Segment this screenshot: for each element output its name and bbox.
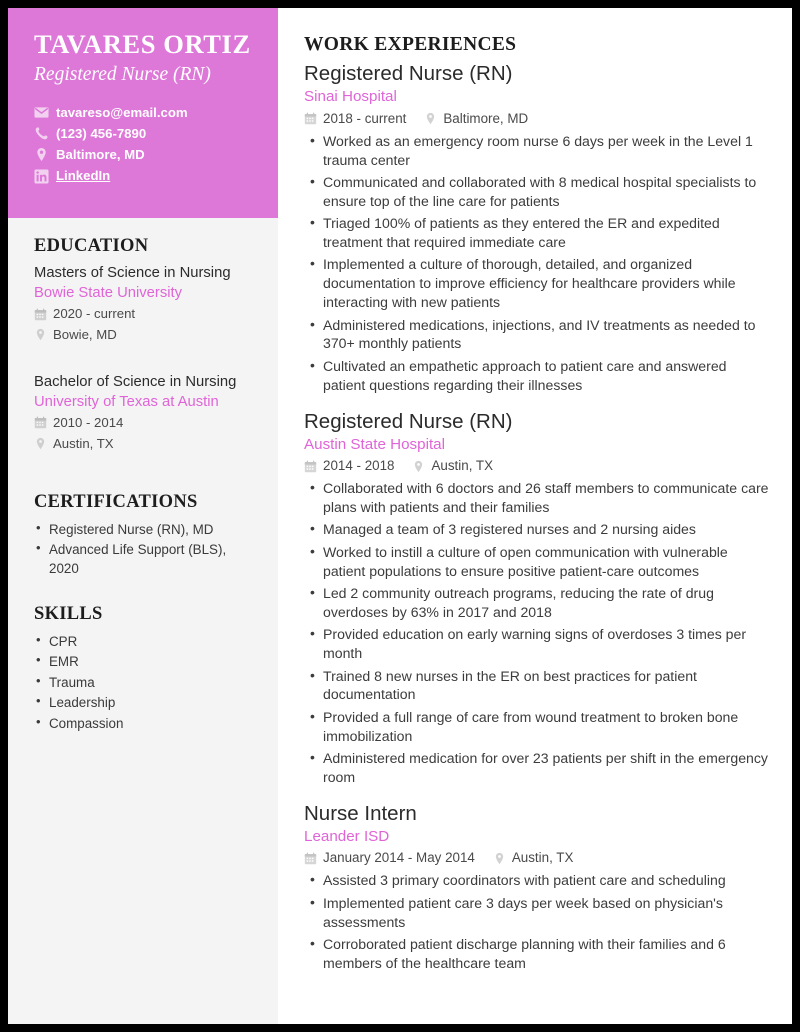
job-bullets	[304, 132, 770, 395]
education-school: University of Texas at Austin	[34, 393, 219, 410]
education-school: Bowie State University	[34, 284, 183, 301]
education-degree: Masters of Science in Nursing	[34, 265, 231, 281]
list-item: • Leadership	[34, 693, 252, 712]
job-location: Austin, TX	[511, 850, 574, 866]
list-item: • Corroborated patient discharge planning with their families and 6 members of the healthcare team	[304, 935, 770, 973]
sidebar-body	[8, 218, 278, 744]
list-item: • Implemented patient care 3 days per week based on physician's assessments	[304, 894, 770, 932]
contact-linkedin[interactable]	[34, 166, 252, 185]
spacer	[34, 359, 252, 373]
education-entry	[34, 264, 252, 345]
job-dates: 2014 - 2018	[323, 458, 395, 474]
job-dates-segment	[304, 848, 475, 868]
job-role: Registered Nurse (RN)	[304, 62, 513, 85]
calendar-icon	[304, 112, 317, 125]
contact-email[interactable]	[34, 103, 252, 122]
list-item: • Administered medications, injections, and IV treatments as needed to 370+ monthly patients	[304, 316, 770, 354]
job-location-segment	[493, 848, 574, 868]
job-location: Baltimore, MD	[443, 110, 529, 126]
job-meta	[304, 456, 770, 476]
calendar-icon	[304, 460, 317, 473]
list-item: • CPR	[34, 632, 252, 651]
linkedin-icon	[34, 169, 49, 184]
contact-location	[34, 145, 252, 164]
contact-email-text: tavareso@email.com	[56, 105, 188, 121]
main-content	[278, 8, 792, 1024]
job-dates: January 2014 - May 2014	[323, 850, 475, 866]
list-item: • Worked as an emergency room nurse 6 days per week in the Level 1 trauma center	[304, 132, 770, 170]
job-entry	[304, 801, 770, 973]
job-company: Sinai Hospital	[304, 88, 397, 105]
education-location: Austin, TX	[53, 435, 114, 451]
education-dates-row	[34, 304, 252, 324]
calendar-icon	[304, 852, 317, 865]
location-pin-icon	[34, 328, 47, 341]
certifications-heading: CERTIFICATIONS	[34, 491, 198, 512]
education-location-row	[34, 325, 252, 345]
calendar-icon	[34, 416, 47, 429]
list-item: • Provided a full range of care from wound treatment to broken bone immobilization	[304, 708, 770, 746]
calendar-icon	[34, 308, 47, 321]
resume-page	[8, 8, 792, 1024]
envelope-icon	[34, 105, 49, 120]
location-pin-icon	[412, 460, 425, 473]
job-title-subtitle: Registered Nurse (RN)	[34, 63, 211, 85]
job-dates-segment	[304, 456, 394, 476]
list-item: • Communicated and collaborated with 8 medical hospital specialists to ensure top of the line care for patients	[304, 173, 770, 211]
list-item: • Managed a team of 3 registered nurses and 2 nursing aides	[304, 520, 770, 539]
skills-list	[34, 632, 252, 733]
job-entry	[304, 61, 770, 395]
location-pin-icon	[424, 112, 437, 125]
contact-phone[interactable]	[34, 124, 252, 143]
list-item: • Trained 8 new nurses in the ER on best practices for patient documentation	[304, 667, 770, 705]
education-dates: 2010 - 2014	[53, 414, 124, 430]
job-company: Austin State Hospital	[304, 435, 445, 453]
spacer	[34, 580, 252, 604]
contact-linkedin-text[interactable]: LinkedIn	[56, 168, 111, 184]
list-item: • Provided education on early warning signs of overdoses 3 times per month	[304, 625, 770, 663]
job-location-segment	[412, 456, 493, 476]
list-item: • Cultivated an empathetic approach to patient care and answered patient questions regarding their illnesses	[304, 357, 770, 395]
education-entry	[34, 373, 252, 454]
contact-location-text: Baltimore, MD	[56, 147, 145, 163]
list-item: • Collaborated with 6 doctors and 26 staff members to communicate care plans with patients and their families	[304, 479, 770, 517]
job-bullets	[304, 871, 770, 972]
contact-phone-text: (123) 456-7890	[56, 126, 147, 142]
job-company: Leander ISD	[304, 827, 390, 845]
job-location: Austin, TX	[431, 458, 494, 474]
phone-icon	[34, 126, 49, 141]
list-item: • Implemented a culture of thorough, detailed, and organized documentation to improve efficiency for healthcare providers while interacting with new patients	[304, 255, 770, 312]
list-item: • Led 2 community outreach programs, reducing the rate of drug overdoses by 63% in 2017 and 2018	[304, 584, 770, 622]
list-item: • Trauma	[34, 673, 252, 692]
list-item: • Administered medication for over 23 patients per shift in the emergency room	[304, 749, 770, 787]
education-heading: EDUCATION	[34, 236, 149, 256]
location-pin-icon	[34, 147, 49, 162]
list-item: • Compassion	[34, 714, 252, 733]
list-item: • Assisted 3 primary coordinators with patient care and scheduling	[304, 871, 770, 890]
job-location-segment	[424, 109, 528, 129]
contact-list	[34, 103, 252, 186]
job-bullets	[304, 479, 770, 787]
job-role: Nurse Intern	[304, 801, 417, 825]
full-name: TAVARES ORTIZ	[34, 29, 251, 59]
location-pin-icon	[34, 437, 47, 450]
job-entry	[304, 409, 770, 787]
sidebar	[8, 8, 278, 1024]
work-experiences-heading: WORK EXPERIENCES	[304, 34, 517, 55]
job-meta	[304, 848, 770, 868]
list-item: • Triaged 100% of patients as they entered the ER and expedited treatment that required immediate care	[304, 214, 770, 252]
location-pin-icon	[493, 852, 506, 865]
list-item: • EMR	[34, 652, 252, 671]
list-item: • Worked to instill a culture of open communication with vulnerable patient populations to ensure positive patient-care outcomes	[304, 543, 770, 581]
education-dates-row	[34, 413, 252, 433]
skills-heading: SKILLS	[34, 603, 103, 624]
job-dates-segment	[304, 109, 406, 129]
header-block	[8, 8, 278, 218]
certifications-list	[34, 520, 252, 579]
job-dates: 2018 - current	[323, 110, 407, 126]
education-degree: Bachelor of Science in Nursing	[34, 373, 237, 390]
education-location-row	[34, 434, 252, 454]
job-meta	[304, 109, 770, 129]
education-location: Bowie, MD	[53, 326, 117, 342]
list-item: • Registered Nurse (RN), MD	[34, 520, 252, 539]
spacer	[34, 468, 252, 492]
education-dates: 2020 - current	[53, 306, 136, 322]
list-item: • Advanced Life Support (BLS), 2020	[34, 540, 252, 579]
job-role: Registered Nurse (RN)	[304, 409, 513, 433]
